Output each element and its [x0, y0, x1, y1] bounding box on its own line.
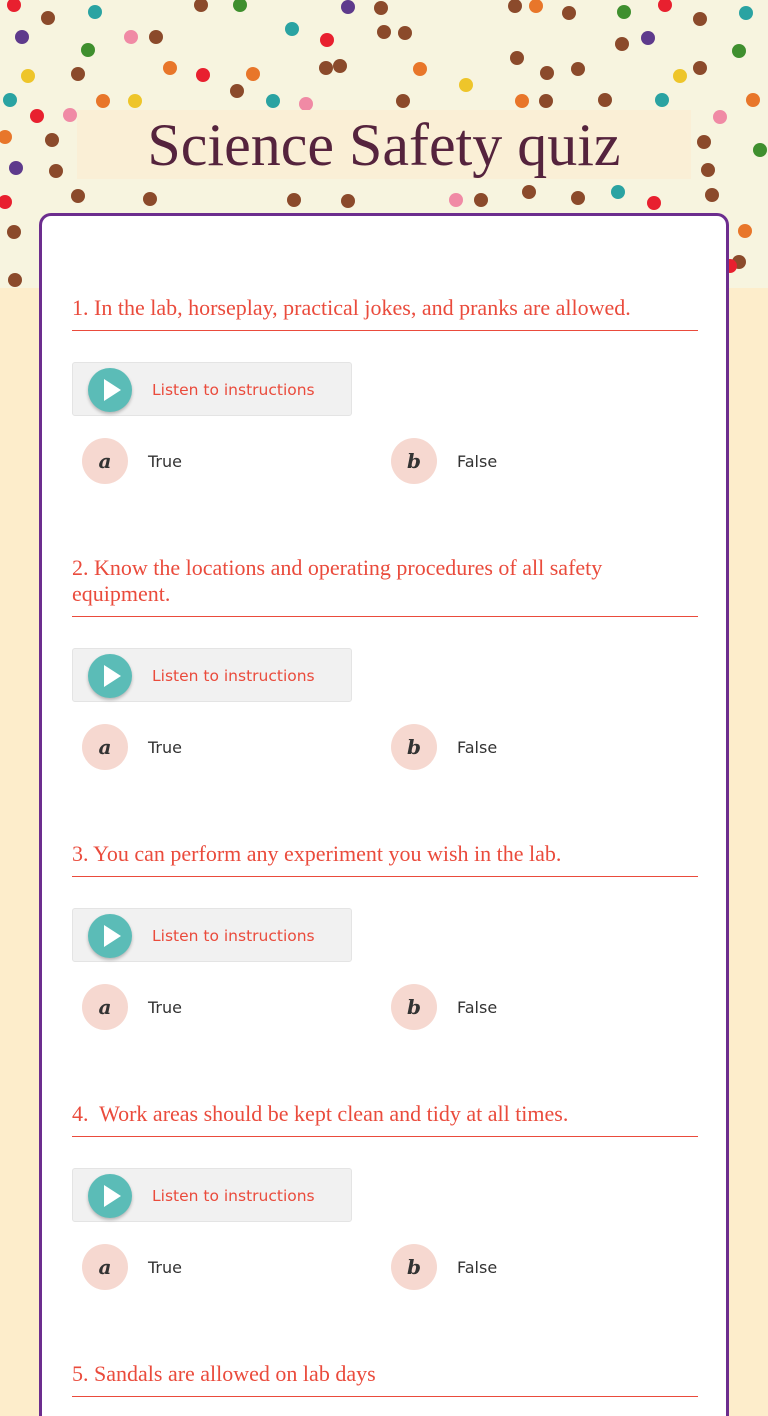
question-text: 3. You can perform any experiment you wish in the lab.: [72, 841, 698, 877]
confetti-dot: [641, 31, 655, 45]
option-label: False: [457, 997, 498, 1017]
option-b[interactable]: [391, 984, 497, 1030]
listen-to-instructions-button[interactable]: [72, 908, 352, 962]
question-4: [72, 1101, 698, 1279]
question-text: 1. In the lab, horseplay, practical jokes, and pranks are allowed.: [72, 295, 698, 331]
question-1: [72, 295, 698, 473]
confetti-dot: [449, 193, 463, 207]
confetti-dot: [739, 6, 753, 20]
confetti-dot: [571, 191, 585, 205]
question-text: 5. Sandals are allowed on lab days: [72, 1361, 698, 1397]
confetti-dot: [693, 61, 707, 75]
confetti-dot: [617, 5, 631, 19]
confetti-dot: [732, 44, 746, 58]
confetti-dot: [30, 109, 44, 123]
option-letter-b: b: [391, 438, 437, 484]
confetti-dot: [143, 192, 157, 206]
confetti-dot: [753, 143, 767, 157]
question-5: [72, 1361, 698, 1397]
confetti-dot: [713, 110, 727, 124]
confetti-dot: [611, 185, 625, 199]
confetti-dot: [705, 188, 719, 202]
listen-label: Listen to instructions: [152, 927, 315, 945]
confetti-dot: [196, 68, 210, 82]
confetti-dot: [655, 93, 669, 107]
confetti-dot: [658, 0, 672, 12]
option-b[interactable]: [391, 438, 497, 484]
option-letter-b: b: [391, 724, 437, 770]
confetti-dot: [515, 94, 529, 108]
confetti-dot: [615, 37, 629, 51]
listen-label: Listen to instructions: [152, 667, 315, 685]
confetti-dot: [320, 33, 334, 47]
confetti-dot: [374, 1, 388, 15]
confetti-dot: [81, 43, 95, 57]
confetti-dot: [3, 93, 17, 107]
listen-to-instructions-button[interactable]: [72, 1168, 352, 1222]
confetti-dot: [149, 30, 163, 44]
listen-to-instructions-button[interactable]: [72, 362, 352, 416]
option-letter-a: a: [82, 438, 128, 484]
confetti-dot: [647, 196, 661, 210]
play-icon[interactable]: [88, 368, 132, 412]
confetti-dot: [71, 67, 85, 81]
confetti-dot: [529, 0, 543, 13]
option-label: False: [457, 737, 498, 757]
confetti-dot: [510, 51, 524, 65]
confetti-dot: [673, 69, 687, 83]
option-label: True: [148, 451, 182, 471]
confetti-dot: [341, 194, 355, 208]
option-letter-b: b: [391, 984, 437, 1030]
confetti-dot: [398, 26, 412, 40]
confetti-dot: [598, 93, 612, 107]
confetti-dot: [15, 30, 29, 44]
confetti-dot: [701, 163, 715, 177]
confetti-dot: [41, 11, 55, 25]
confetti-dot: [128, 94, 142, 108]
question-2: [72, 555, 698, 759]
confetti-dot: [246, 67, 260, 81]
listen-label: Listen to instructions: [152, 1187, 315, 1205]
confetti-dot: [522, 185, 536, 199]
confetti-dot: [124, 30, 138, 44]
option-a[interactable]: [82, 984, 182, 1030]
confetti-dot: [474, 193, 488, 207]
title-banner: [77, 110, 691, 179]
option-a[interactable]: [82, 438, 182, 484]
option-label: True: [148, 997, 182, 1017]
play-icon[interactable]: [88, 1174, 132, 1218]
confetti-dot: [71, 189, 85, 203]
confetti-dot: [287, 193, 301, 207]
confetti-dot: [8, 273, 22, 287]
confetti-dot: [9, 161, 23, 175]
confetti-dot: [299, 97, 313, 111]
confetti-dot: [341, 0, 355, 14]
page-title: Science Safety quiz: [147, 111, 621, 178]
confetti-dot: [413, 62, 427, 76]
option-letter-a: a: [82, 984, 128, 1030]
confetti-dot: [21, 69, 35, 83]
confetti-dot: [7, 225, 21, 239]
confetti-dot: [7, 0, 21, 12]
confetti-dot: [539, 94, 553, 108]
confetti-dot: [163, 61, 177, 75]
confetti-dot: [0, 130, 12, 144]
option-letter-b: b: [391, 1244, 437, 1290]
option-letter-a: a: [82, 1244, 128, 1290]
confetti-dot: [562, 6, 576, 20]
confetti-dot: [571, 62, 585, 76]
question-text: 4. Work areas should be kept clean and tidy at all times.: [72, 1101, 698, 1137]
option-label: True: [148, 737, 182, 757]
option-label: True: [148, 1257, 182, 1277]
listen-label: Listen to instructions: [152, 381, 315, 399]
confetti-dot: [540, 66, 554, 80]
option-a[interactable]: [82, 724, 182, 770]
confetti-dot: [697, 135, 711, 149]
confetti-dot: [319, 61, 333, 75]
confetti-dot: [266, 94, 280, 108]
play-icon[interactable]: [88, 654, 132, 698]
confetti-dot: [285, 22, 299, 36]
quiz-card: [39, 213, 729, 1416]
play-icon[interactable]: [88, 914, 132, 958]
confetti-dot: [396, 94, 410, 108]
confetti-dot: [63, 108, 77, 122]
confetti-dot: [746, 93, 760, 107]
confetti-dot: [377, 25, 391, 39]
option-label: False: [457, 451, 498, 471]
confetti-dot: [96, 94, 110, 108]
option-letter-a: a: [82, 724, 128, 770]
listen-to-instructions-button[interactable]: [72, 648, 352, 702]
confetti-dot: [88, 5, 102, 19]
confetti-dot: [45, 133, 59, 147]
confetti-dot: [194, 0, 208, 12]
confetti-dot: [508, 0, 522, 13]
question-3: [72, 841, 698, 1019]
confetti-dot: [230, 84, 244, 98]
confetti-dot: [49, 164, 63, 178]
question-text: 2. Know the locations and operating procedures of all safety equipment.: [72, 555, 698, 617]
confetti-dot: [333, 59, 347, 73]
option-b[interactable]: [391, 724, 497, 770]
confetti-dot: [738, 224, 752, 238]
confetti-dot: [0, 195, 12, 209]
option-a[interactable]: [82, 1244, 182, 1290]
option-b[interactable]: [391, 1244, 497, 1290]
option-label: False: [457, 1257, 498, 1277]
confetti-dot: [693, 12, 707, 26]
confetti-dot: [233, 0, 247, 12]
confetti-dot: [459, 78, 473, 92]
